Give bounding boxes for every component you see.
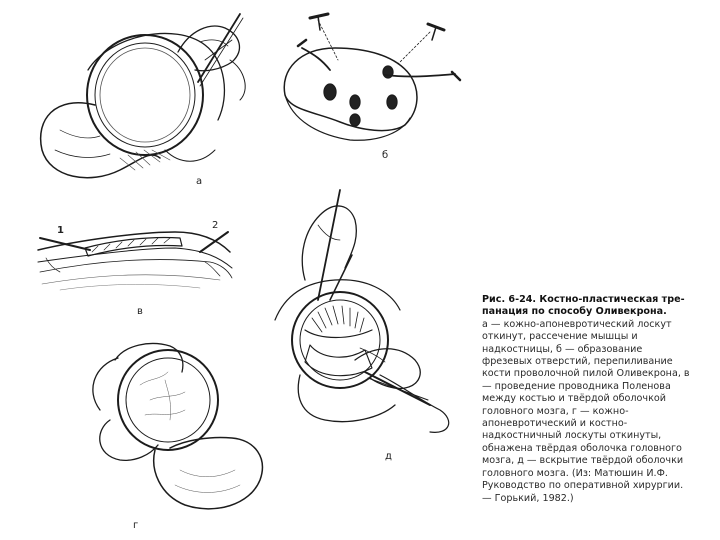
caption-body: а — кожно-апоневротический лоскут откинут, рассечение мышцы и надкостницы, б — образование фрезевых отверстий, перепиливание кости проволочной пилой Оливекрона, в — проведение проводника Поленова между костью и твёрдой оболочкой головного мозга, г — кожно-апоневротический и костно-надкостничный лоскуты откинуты, обнажена твёрдая оболочка головного мозга, д — вскрытие твёрдой оболочки головного мозга. (Из: Матюшин И.Ф. Руководство по оперативной хирургии. — Горький, 1982.) — [482, 318, 690, 504]
marker-1: 1 — [57, 225, 64, 236]
illustration-panel-g — [93, 344, 262, 509]
panel-label-b: б — [382, 150, 389, 161]
illustration-panel-a — [41, 14, 246, 178]
marker-2: 2 — [212, 220, 219, 231]
illustration-panel-b — [284, 14, 460, 140]
caption-title: Рис. 6-24. Костно-пластическая тре-панация по способу Оливекрона. — [482, 294, 685, 318]
panel-label-v: в — [137, 306, 143, 317]
illustration-panel-d — [275, 190, 449, 432]
illustration-panel-v — [38, 232, 232, 290]
figure-caption — [482, 294, 690, 505]
panel-label-g: г — [133, 520, 139, 531]
panel-label-d: д — [385, 451, 392, 462]
panel-label-a: а — [196, 176, 203, 187]
